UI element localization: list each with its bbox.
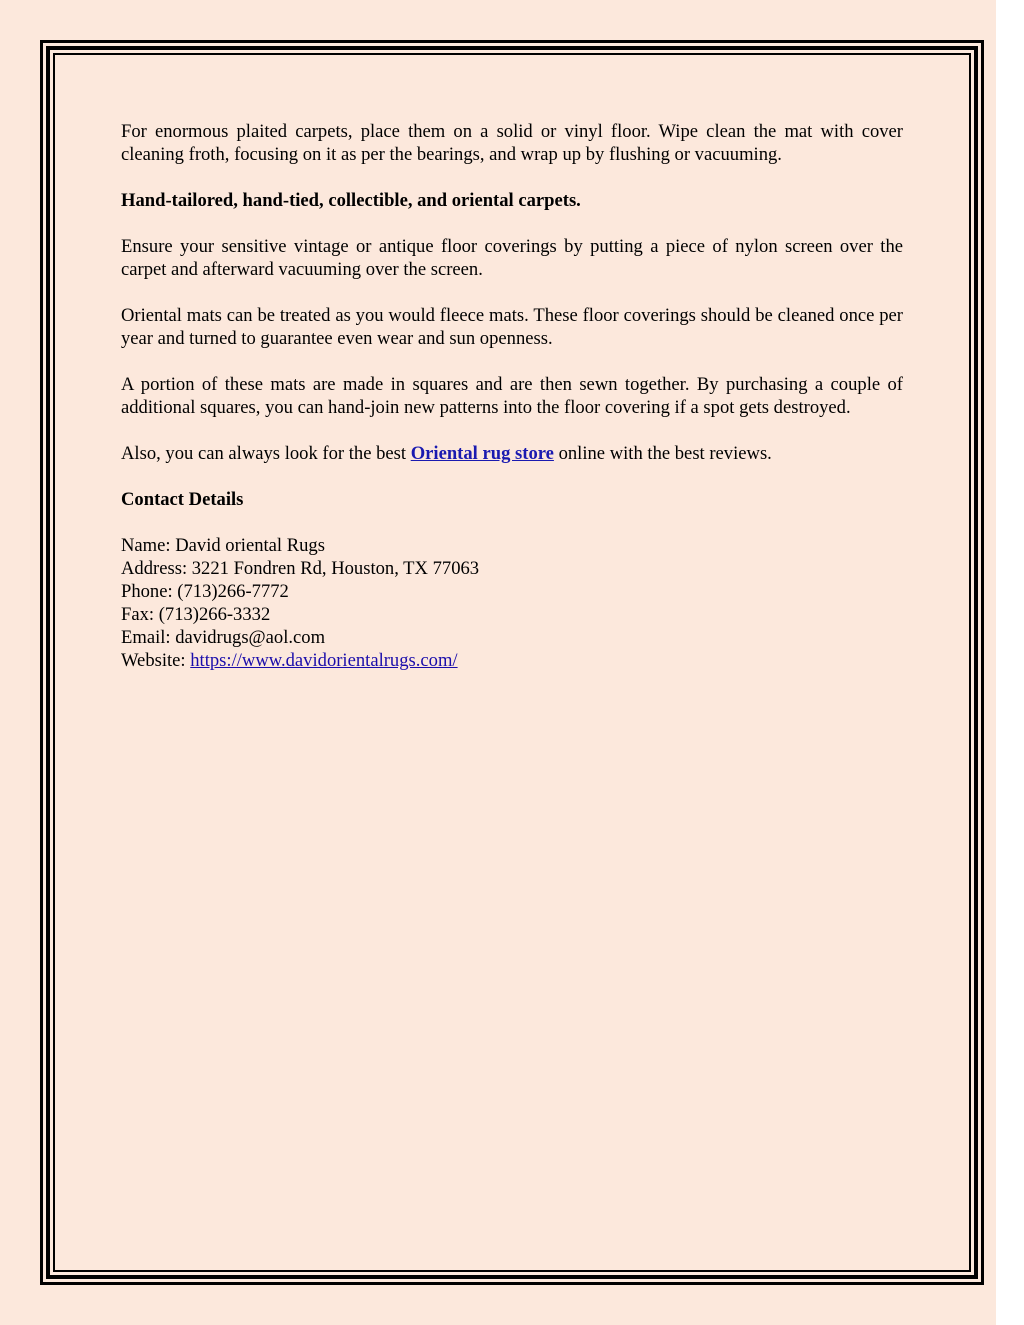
store-link-suffix: online with the best reviews. <box>553 443 772 464</box>
website-link[interactable]: https://www.davidorientalrugs.com/ <box>190 650 458 671</box>
oriental-rug-store-link[interactable]: Oriental rug store <box>410 443 554 464</box>
paragraph-nylon-screen: Ensure your sensitive vintage or antique floor coverings by putting a piece of nylon screen over the carpet and afterward vacuuming over the screen. <box>121 236 903 280</box>
document-body <box>121 120 903 672</box>
contact-details-heading: Contact Details <box>121 489 244 510</box>
store-link-prefix: Also, you can always look for the best <box>121 443 411 464</box>
contact-fax: Fax: (713)266-3332 <box>121 604 271 625</box>
contact-name: Name: David oriental Rugs <box>121 535 325 556</box>
contact-email: Email: davidrugs@aol.com <box>121 627 326 648</box>
paragraph-squares: A portion of these mats are made in squares and are then sewn together. By purchasing a couple of additional squares, you can hand-join new patterns into the floor covering if a spot gets destroyed. <box>121 374 903 418</box>
paragraph-store-link <box>121 442 903 465</box>
contact-address: Address: 3221 Fondren Rd, Houston, TX 77063 <box>121 558 480 579</box>
contact-phone: Phone: (713)266-7772 <box>121 581 289 602</box>
section-heading-oriental-carpets: Hand-tailored, hand-tied, collectible, and oriental carpets. <box>121 190 581 211</box>
paragraph-carpet-cleaning: For enormous plaited carpets, place them on a solid or vinyl floor. Wipe clean the mat with cover cleaning froth, focusing on it as per the bearings, and wrap up by flushing or vacuuming. <box>121 121 903 165</box>
contact-block <box>121 534 903 672</box>
paragraph-fleece-mats: Oriental mats can be treated as you would fleece mats. These floor coverings should be cleaned once per year and turned to guarantee even wear and sun openness. <box>121 305 903 349</box>
website-label: Website: <box>121 650 191 671</box>
contact-website <box>121 649 903 672</box>
